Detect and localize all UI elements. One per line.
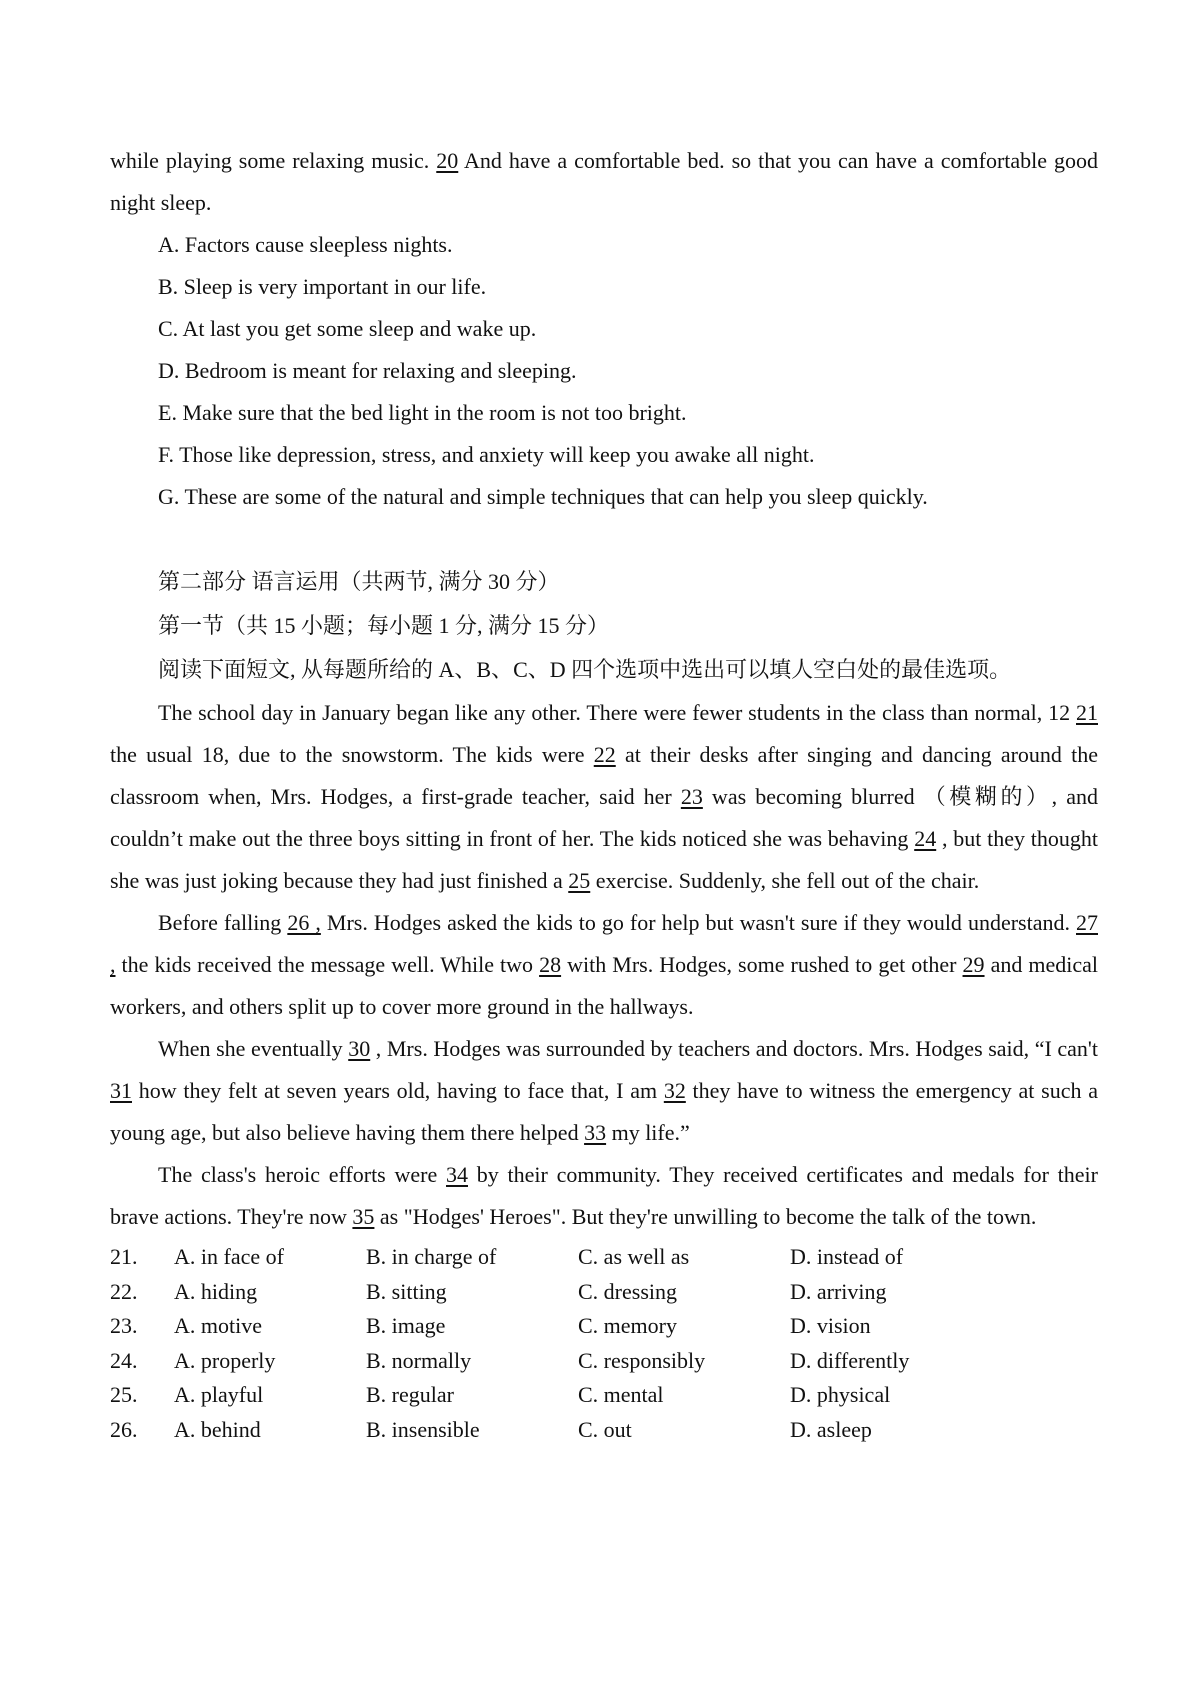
choice-b: B. image bbox=[366, 1313, 446, 1338]
blank-24: 24 bbox=[914, 826, 937, 851]
options-list bbox=[110, 224, 1098, 518]
choice-a: A. hiding bbox=[174, 1278, 258, 1304]
choice-c: C. dressing bbox=[578, 1278, 677, 1304]
choice-b: B. insensible bbox=[366, 1416, 480, 1442]
option-f: F. Those like depression, stress, and anxiety will keep you awake all night. bbox=[158, 442, 815, 467]
exam-page bbox=[110, 140, 1098, 1451]
passage-paragraph-3: When she eventually 30 , Mrs. Hodges was surrounded by teachers and doctors. Mrs. Hodges said, “I can't 31 how they felt at seven years old, having to face that, I am 32 they have to witness the emergency at such a young age, but also believe having them there helped 33 my life.” bbox=[110, 1036, 1098, 1145]
question-number: 23. bbox=[110, 1313, 138, 1338]
option-g: G. These are some of the natural and simple techniques that can help you sleep quickly. bbox=[158, 484, 928, 509]
option-d: D. Bedroom is meant for relaxing and sleeping. bbox=[158, 358, 577, 383]
choice-c: C. out bbox=[578, 1416, 632, 1442]
choice-a: A. in face of bbox=[174, 1244, 284, 1269]
question-row bbox=[110, 1417, 990, 1452]
blank-27: 27 , bbox=[110, 910, 1098, 977]
question-number: 22. bbox=[110, 1278, 138, 1304]
question-row bbox=[110, 1279, 990, 1314]
choice-d: D. differently bbox=[790, 1347, 910, 1373]
option-b: B. Sleep is very important in our life. bbox=[158, 274, 487, 299]
choice-c: C. memory bbox=[578, 1313, 677, 1338]
choice-a: A. playful bbox=[174, 1382, 264, 1407]
blank-31: 31 bbox=[110, 1078, 132, 1103]
passage-paragraph-4: The class's heroic efforts were 34 by their community. They received certificates and medals for their brave actions. They're now 35 as "Hodges' Heroes". But they're unwilling to become the talk of the town. bbox=[110, 1162, 1098, 1229]
blank-23: 23 bbox=[680, 784, 703, 809]
blank-34: 34 bbox=[446, 1162, 468, 1187]
choice-d: D. vision bbox=[790, 1313, 871, 1338]
choice-c: C. responsibly bbox=[578, 1347, 706, 1373]
choice-c: C. mental bbox=[578, 1382, 664, 1407]
blank-26: 26 , bbox=[287, 910, 321, 935]
choice-d: D. physical bbox=[790, 1382, 891, 1407]
choice-b: B. sitting bbox=[366, 1278, 447, 1304]
passage-paragraph-1: The school day in January began like any other. There were fewer students in the class than normal, 12 21 the usual 18, due to the snowstorm. The kids were 22 at their desks after singing and dancing around the classroom when, Mrs. Hodges, a first-grade teacher, said her 23 was becoming blurred （模糊的）, and couldn’t make out the three boys sitting in front of her. The kids noticed she was behaving 24 , but they thought she was just joking because they had just finished a 25 exercise. Suddenly, she fell out of the chair. bbox=[110, 700, 1099, 893]
choice-b: B. regular bbox=[366, 1382, 454, 1407]
blank-35: 35 bbox=[352, 1204, 375, 1229]
intro-paragraph: while playing some relaxing music. 20 And have a comfortable bed. so that you can have a comfortable good night sleep. bbox=[110, 148, 1098, 215]
blank-32: 32 bbox=[663, 1078, 686, 1103]
part2-heading: 第二部分 语言运用（共两节, 满分 30 分） bbox=[158, 569, 560, 594]
option-e: E. Make sure that the bed light in the room is not too bright. bbox=[158, 400, 687, 425]
choice-a: A. behind bbox=[174, 1416, 261, 1442]
question-row bbox=[110, 1244, 990, 1279]
question-number: 25. bbox=[110, 1382, 138, 1407]
choice-b: B. in charge of bbox=[366, 1244, 497, 1269]
question-number: 24. bbox=[110, 1347, 138, 1373]
question-row bbox=[110, 1313, 990, 1348]
blank-20: 20 bbox=[436, 148, 459, 173]
answer-choices-table bbox=[110, 1244, 990, 1451]
choice-d: D. arriving bbox=[790, 1278, 887, 1304]
choice-b: B. normally bbox=[366, 1347, 472, 1373]
blank-29: 29 bbox=[962, 952, 985, 977]
question-number: 26. bbox=[110, 1416, 138, 1442]
choice-d: D. instead of bbox=[790, 1244, 904, 1269]
blank-25: 25 bbox=[568, 868, 591, 893]
section1-instruction: 阅读下面短文, 从每题所给的 A、B、C、D 四个选项中选出可以填人空白处的最佳选项。 bbox=[158, 657, 1012, 682]
option-c: C. At last you get some sleep and wake up. bbox=[158, 316, 537, 341]
question-number: 21. bbox=[110, 1244, 138, 1269]
passage-paragraph-2: Before falling 26 , Mrs. Hodges asked the kids to go for help but wasn't sure if they would understand. 27 , the kids received the message well. While two 28 with Mrs. Hodges, some rushed to get other 29 and medical workers, and others split up to cover more ground in the hallways. bbox=[110, 910, 1099, 1019]
choice-d: D. asleep bbox=[790, 1416, 872, 1442]
choice-a: A. properly bbox=[174, 1347, 276, 1373]
section1-heading: 第一节（共 15 小题；每小题 1 分, 满分 15 分） bbox=[158, 613, 610, 638]
blank-22: 22 bbox=[593, 742, 616, 767]
question-row bbox=[110, 1382, 990, 1417]
choice-a: A. motive bbox=[174, 1313, 262, 1338]
blank-33: 33 bbox=[584, 1120, 607, 1145]
option-a: A. Factors cause sleepless nights. bbox=[158, 232, 453, 257]
question-row bbox=[110, 1348, 990, 1383]
blank-30: 30 bbox=[348, 1036, 371, 1061]
blank-21: 21 bbox=[1076, 700, 1098, 725]
blank-28: 28 bbox=[539, 952, 562, 977]
choice-c: C. as well as bbox=[578, 1244, 690, 1269]
